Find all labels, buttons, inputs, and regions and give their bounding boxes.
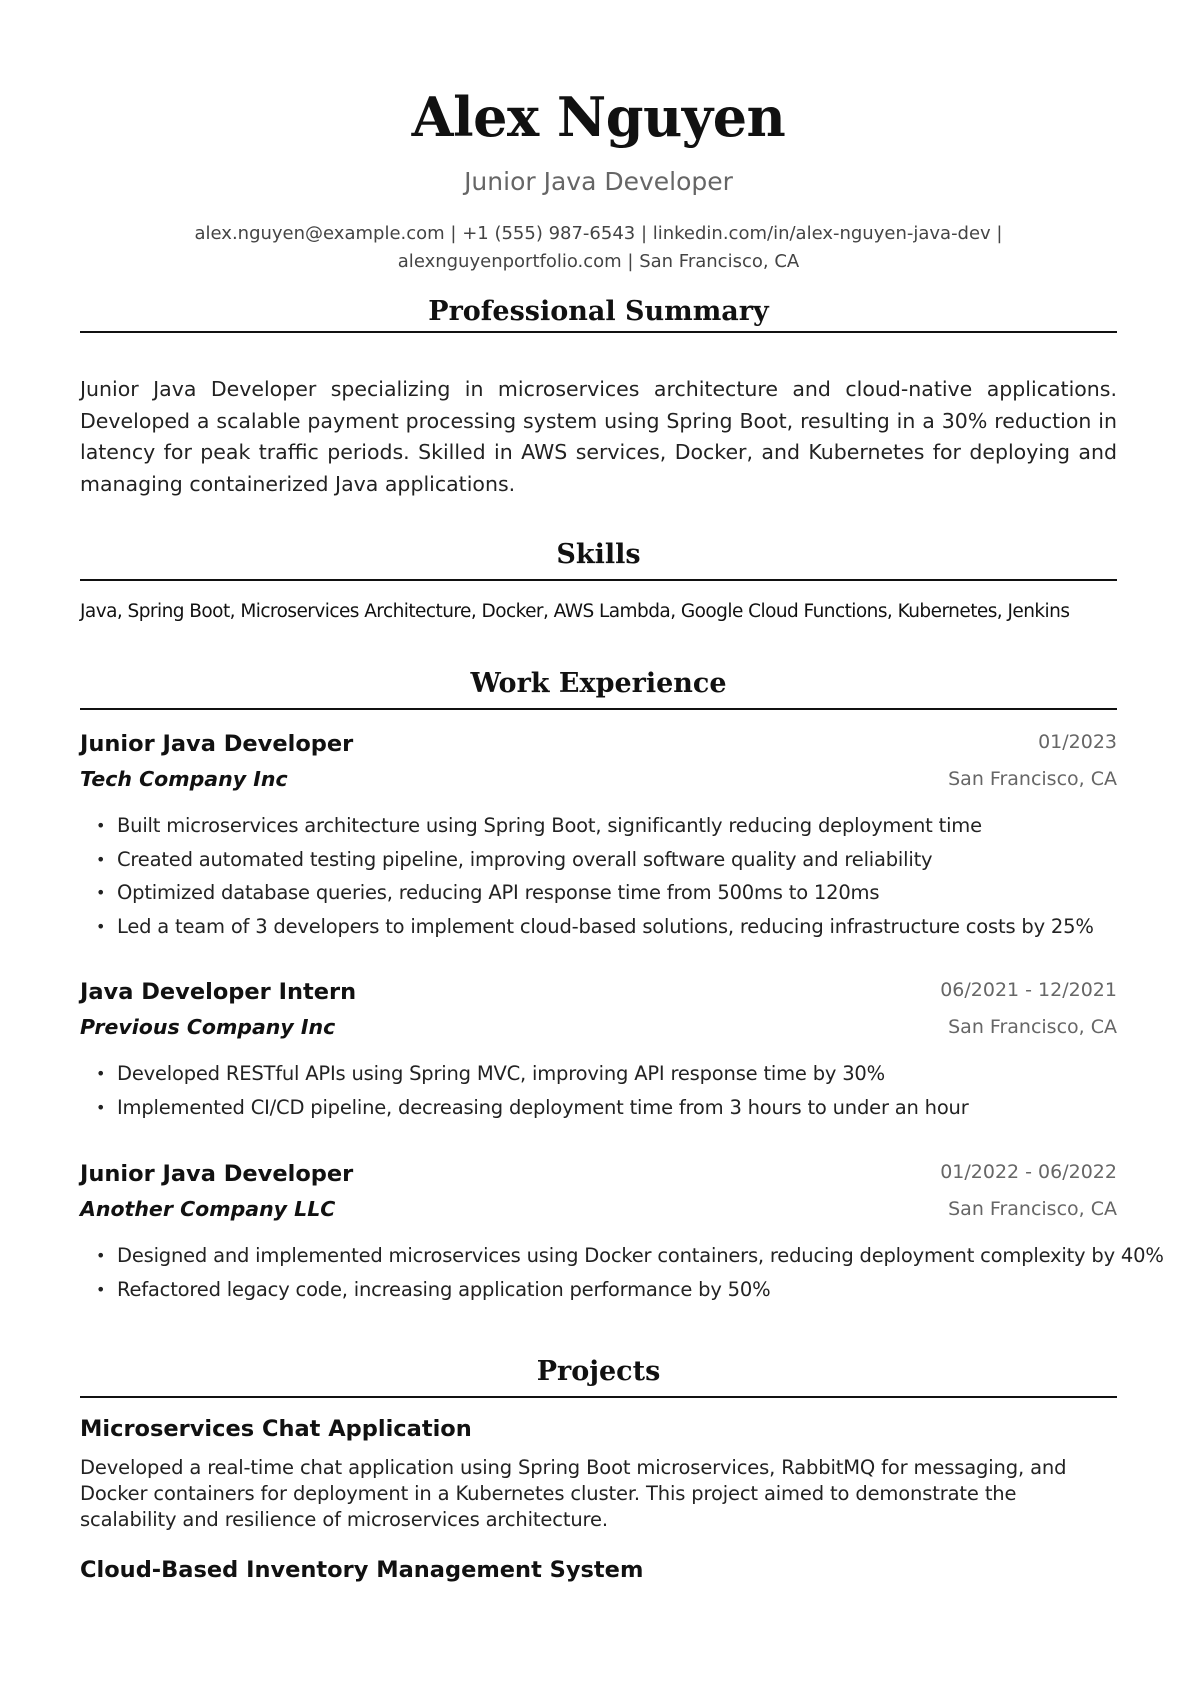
job-bullet-text: Led a team of 3 developers to implement cloud-based solutions, reducing infrastructure costs by 25% [117,914,1094,938]
job-bullet [80,876,1117,910]
skills-list: Java, Spring Boot, Microservices Architecture, Docker, AWS Lambda, Google Cloud Functions, Kubernetes, Jenkins [80,601,1070,622]
job-bullet [80,809,1117,843]
experience-divider [80,708,1117,710]
project-title: Microservices Chat Application [80,1416,472,1442]
job-dates: 06/2021 - 12/2021 [940,979,1117,1001]
bullet-icon: • [96,1097,106,1117]
job-company: Previous Company Inc [80,1015,336,1039]
skills-divider [80,579,1117,581]
bullet-icon: • [96,1246,106,1265]
summary-text: Junior Java Developer specializing in microservices architecture and cloud-native applications. Developed a scalable payment processing system using Spring Boot, resulting in a 30% reduction in latency for peak traffic periods. Skilled in AWS services, Docker, and Kubernetes for deploying and managing containerized Java applications. [80,377,1117,496]
summary-heading: Professional Summary [428,296,769,327]
job-bullet-text: Refactored legacy code, increasing application performance by 50% [117,1277,771,1301]
contact-info [80,220,1117,276]
job-bullet-text: Designed and implemented microservices using Docker containers, reducing deployment complexity by 40% [117,1244,1164,1267]
candidate-role: Junior Java Developer [464,167,733,196]
bullet-icon: • [96,883,106,902]
job-bullet-text: Optimized database queries, reducing API response time from 500ms to 120ms [117,881,880,904]
job-location: San Francisco, CA [948,1016,1117,1038]
job-location: San Francisco, CA [948,768,1117,790]
contact-line-1: alex.nguyen@example.com | +1 (555) 987-6543 | linkedin.com/in/alex-nguyen-java-dev | [194,223,1003,244]
summary-divider [80,331,1117,333]
job-bullet-text: Implemented CI/CD pipeline, decreasing deployment time from 3 hours to under an hour [117,1095,969,1119]
job-title: Java Developer Intern [80,979,357,1005]
job-company: Another Company LLC [80,1197,336,1221]
resume-page [80,0,1164,1683]
contact-line-2: alexnguyenportfolio.com | San Francisco, CA [397,251,800,272]
job-bullet [80,1273,1117,1307]
bullet-icon: • [96,1064,106,1083]
job-bullet [80,843,1117,877]
job-bullet-text: Built microservices architecture using Spring Boot, significantly reducing deployment time [117,814,982,837]
job-bullet [80,1091,1117,1125]
job-location: San Francisco, CA [948,1198,1117,1220]
job-dates: 01/2023 [1038,731,1117,753]
experience-heading: Work Experience [470,668,727,699]
job-bullets [80,1057,1117,1124]
job-bullet [80,1239,1164,1273]
projects-divider [80,1396,1117,1398]
project-title: Cloud-Based Inventory Management System [80,1557,644,1583]
skills-heading: Skills [556,539,641,570]
job-company: Tech Company Inc [80,767,288,791]
job-bullets [80,1239,1164,1306]
job-bullets [80,809,1117,943]
job-bullet-text: Developed RESTful APIs using Spring MVC, improving API response time by 30% [117,1062,885,1085]
job-bullet [80,1057,1117,1091]
project-description: Developed a real-time chat application using Spring Boot microservices, RabbitMQ for messaging, and Docker containers for deployment in a Kubernetes cluster. This project aimed to demonstrate the scalability and resilience of microservices architecture. [80,1456,1067,1531]
job-bullet [80,910,1117,944]
bullet-icon: • [96,816,106,835]
bullet-icon: • [96,849,106,869]
job-bullet-text: Created automated testing pipeline, improving overall software quality and reliability [117,847,933,871]
job-title: Junior Java Developer [80,1161,354,1187]
candidate-name: Alex Nguyen [411,85,786,149]
job-title: Junior Java Developer [80,731,354,757]
bullet-icon: • [96,916,106,936]
job-dates: 01/2022 - 06/2022 [940,1161,1117,1183]
projects-heading: Projects [536,1356,661,1387]
bullet-icon: • [96,1279,106,1299]
